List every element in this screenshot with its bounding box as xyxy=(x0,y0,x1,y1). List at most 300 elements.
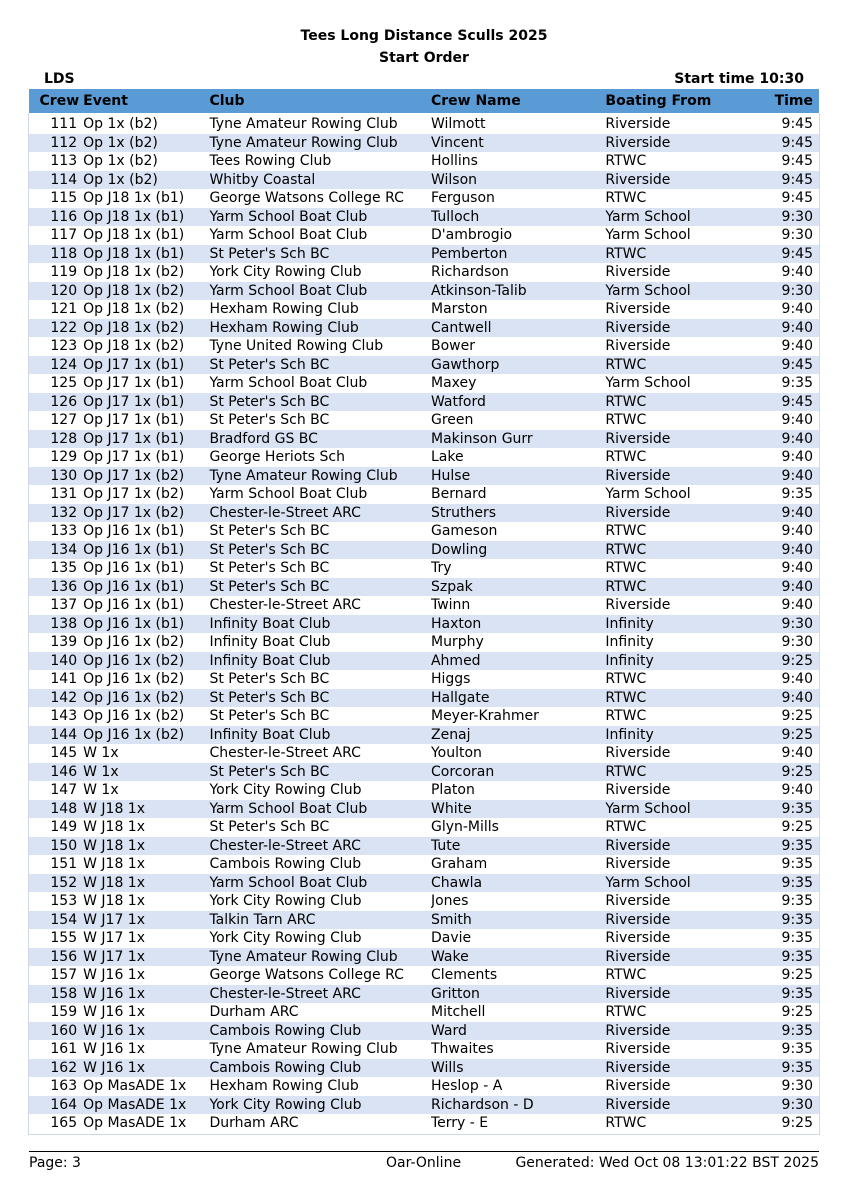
crew-number-cell: 148 xyxy=(29,800,83,819)
event-cell: W 1x xyxy=(83,781,209,800)
crew-name-cell: Try xyxy=(431,559,605,578)
time-cell: 9:35 xyxy=(746,1040,819,1059)
table-row xyxy=(29,578,819,597)
boating-from-cell: RTWC xyxy=(605,152,745,171)
table-row xyxy=(29,892,819,911)
boating-from-cell: Riverside xyxy=(605,1096,745,1115)
club-cell: York City Rowing Club xyxy=(209,781,431,800)
boating-from-cell: Riverside xyxy=(605,929,745,948)
table-row xyxy=(29,670,819,689)
table-row xyxy=(29,245,819,264)
boating-from-cell: Riverside xyxy=(605,892,745,911)
time-cell: 9:40 xyxy=(746,522,819,541)
club-cell: Durham ARC xyxy=(209,1114,431,1133)
time-cell: 9:35 xyxy=(746,374,819,393)
event-cell: W J18 1x xyxy=(83,855,209,874)
crew-number-cell: 152 xyxy=(29,874,83,893)
event-cell: W J16 1x xyxy=(83,1059,209,1078)
crew-name-cell: Tute xyxy=(431,837,605,856)
boating-from-cell: RTWC xyxy=(605,818,745,837)
table-row xyxy=(29,633,819,652)
crew-number-cell: 142 xyxy=(29,689,83,708)
table-row xyxy=(29,596,819,615)
crew-name-cell: Haxton xyxy=(431,615,605,634)
crew-name-cell: Lake xyxy=(431,448,605,467)
time-cell: 9:45 xyxy=(746,134,819,153)
club-cell: Chester-le-Street ARC xyxy=(209,596,431,615)
crew-name-cell: D'ambrogio xyxy=(431,226,605,245)
time-cell: 9:35 xyxy=(746,892,819,911)
crew-name-cell: Watford xyxy=(431,393,605,412)
club-cell: Infinity Boat Club xyxy=(209,615,431,634)
table-row xyxy=(29,855,819,874)
crew-name-cell: White xyxy=(431,800,605,819)
table-row xyxy=(29,337,819,356)
table-row xyxy=(29,929,819,948)
club-cell: St Peter's Sch BC xyxy=(209,393,431,412)
boating-from-cell: RTWC xyxy=(605,1003,745,1022)
boating-from-cell: Riverside xyxy=(605,171,745,190)
crew-name-cell: Youlton xyxy=(431,744,605,763)
club-cell: Durham ARC xyxy=(209,1003,431,1022)
crew-number-cell: 123 xyxy=(29,337,83,356)
event-cell: Op MasADE 1x xyxy=(83,1114,209,1133)
crew-number-cell: 111 xyxy=(29,115,83,134)
club-cell: St Peter's Sch BC xyxy=(209,245,431,264)
boating-from-cell: Riverside xyxy=(605,319,745,338)
boating-from-cell: RTWC xyxy=(605,245,745,264)
time-cell: 9:40 xyxy=(746,504,819,523)
crew-name-cell: Ferguson xyxy=(431,189,605,208)
time-cell: 9:40 xyxy=(746,411,819,430)
crew-name-cell: Bower xyxy=(431,337,605,356)
crew-number-cell: 147 xyxy=(29,781,83,800)
crew-name-cell: Hallgate xyxy=(431,689,605,708)
club-cell: Yarm School Boat Club xyxy=(209,374,431,393)
crew-name-cell: Gritton xyxy=(431,985,605,1004)
event-cell: Op J16 1x (b1) xyxy=(83,522,209,541)
crew-number-cell: 135 xyxy=(29,559,83,578)
crew-name-cell: Richardson - D xyxy=(431,1096,605,1115)
table-row xyxy=(29,615,819,634)
time-cell: 9:40 xyxy=(746,744,819,763)
club-cell: Bradford GS BC xyxy=(209,430,431,449)
time-cell: 9:30 xyxy=(746,633,819,652)
club-cell: Yarm School Boat Club xyxy=(209,800,431,819)
table-row xyxy=(29,874,819,893)
table-row xyxy=(29,559,819,578)
crew-number-cell: 115 xyxy=(29,189,83,208)
table-row xyxy=(29,430,819,449)
crew-name-cell: Thwaites xyxy=(431,1040,605,1059)
time-cell: 9:40 xyxy=(746,337,819,356)
crew-name-cell: Bernard xyxy=(431,485,605,504)
time-cell: 9:35 xyxy=(746,948,819,967)
event-cell: Op J17 1x (b1) xyxy=(83,448,209,467)
crew-number-cell: 118 xyxy=(29,245,83,264)
crew-number-cell: 156 xyxy=(29,948,83,967)
table-row xyxy=(29,208,819,227)
boating-from-cell: RTWC xyxy=(605,763,745,782)
event-cell: W J18 1x xyxy=(83,874,209,893)
event-cell: Op J16 1x (b2) xyxy=(83,670,209,689)
crew-name-cell: Wills xyxy=(431,1059,605,1078)
club-cell: Tyne United Rowing Club xyxy=(209,337,431,356)
club-cell: Yarm School Boat Club xyxy=(209,226,431,245)
club-cell: Cambois Rowing Club xyxy=(209,855,431,874)
event-cell: W J17 1x xyxy=(83,948,209,967)
boating-from-cell: Riverside xyxy=(605,467,745,486)
event-cell: Op 1x (b2) xyxy=(83,134,209,153)
crew-number-cell: 140 xyxy=(29,652,83,671)
club-cell: Yarm School Boat Club xyxy=(209,208,431,227)
boating-from-cell: Riverside xyxy=(605,781,745,800)
club-cell: St Peter's Sch BC xyxy=(209,578,431,597)
boating-from-cell: Infinity xyxy=(605,726,745,745)
time-cell: 9:40 xyxy=(746,430,819,449)
crew-number-cell: 161 xyxy=(29,1040,83,1059)
event-cell: W J17 1x xyxy=(83,929,209,948)
crew-number-cell: 125 xyxy=(29,374,83,393)
start-order-table xyxy=(29,89,819,1133)
boating-from-cell: Riverside xyxy=(605,744,745,763)
table-row xyxy=(29,800,819,819)
event-cell: Op J17 1x (b1) xyxy=(83,374,209,393)
time-cell: 9:30 xyxy=(746,226,819,245)
boating-from-cell: Riverside xyxy=(605,134,745,153)
time-cell: 9:35 xyxy=(746,485,819,504)
time-cell: 9:45 xyxy=(746,393,819,412)
time-cell: 9:25 xyxy=(746,818,819,837)
crew-name-cell: Cantwell xyxy=(431,319,605,338)
boating-from-cell: Yarm School xyxy=(605,282,745,301)
boating-from-cell: Riverside xyxy=(605,837,745,856)
event-cell: W J16 1x xyxy=(83,1040,209,1059)
crew-name-cell: Glyn-Mills xyxy=(431,818,605,837)
time-cell: 9:40 xyxy=(746,541,819,560)
crew-name-cell: Higgs xyxy=(431,670,605,689)
table-row xyxy=(29,541,819,560)
crew-number-cell: 112 xyxy=(29,134,83,153)
boating-from-cell: Riverside xyxy=(605,855,745,874)
event-cell: Op J16 1x (b1) xyxy=(83,615,209,634)
event-cell: Op J18 1x (b1) xyxy=(83,208,209,227)
crew-number-cell: 120 xyxy=(29,282,83,301)
crew-number-cell: 157 xyxy=(29,966,83,985)
crew-number-cell: 137 xyxy=(29,596,83,615)
boating-from-cell: Riverside xyxy=(605,430,745,449)
crew-name-cell: Terry - E xyxy=(431,1114,605,1133)
boating-from-cell: RTWC xyxy=(605,689,745,708)
crew-name-cell: Murphy xyxy=(431,633,605,652)
table-row xyxy=(29,781,819,800)
boating-from-cell: RTWC xyxy=(605,966,745,985)
club-cell: St Peter's Sch BC xyxy=(209,541,431,560)
club-cell: Talkin Tarn ARC xyxy=(209,911,431,930)
crew-number-cell: 116 xyxy=(29,208,83,227)
boating-from-cell: RTWC xyxy=(605,559,745,578)
event-cell: Op J16 1x (b1) xyxy=(83,596,209,615)
crew-name-cell: Green xyxy=(431,411,605,430)
crew-number-cell: 165 xyxy=(29,1114,83,1133)
event-cell: Op J18 1x (b1) xyxy=(83,226,209,245)
boating-from-cell: Riverside xyxy=(605,337,745,356)
club-cell: Chester-le-Street ARC xyxy=(209,985,431,1004)
boating-from-cell: RTWC xyxy=(605,670,745,689)
event-cell: Op J18 1x (b2) xyxy=(83,319,209,338)
column-header-crew-name: Crew Name xyxy=(431,89,605,113)
event-cell: W J16 1x xyxy=(83,1022,209,1041)
crew-number-cell: 163 xyxy=(29,1077,83,1096)
table-row xyxy=(29,911,819,930)
time-cell: 9:30 xyxy=(746,615,819,634)
event-cell: W J18 1x xyxy=(83,892,209,911)
time-cell: 9:35 xyxy=(746,929,819,948)
club-cell: St Peter's Sch BC xyxy=(209,707,431,726)
boating-from-cell: Riverside xyxy=(605,1022,745,1041)
table-row xyxy=(29,263,819,282)
crew-number-cell: 130 xyxy=(29,467,83,486)
time-cell: 9:40 xyxy=(746,319,819,338)
crew-number-cell: 113 xyxy=(29,152,83,171)
crew-name-cell: Wake xyxy=(431,948,605,967)
time-cell: 9:45 xyxy=(746,356,819,375)
crew-number-cell: 151 xyxy=(29,855,83,874)
club-cell: York City Rowing Club xyxy=(209,263,431,282)
generated-timestamp: Generated: Wed Oct 08 13:01:22 BST 2025 xyxy=(515,1155,819,1171)
crew-name-cell: Maxey xyxy=(431,374,605,393)
club-cell: George Heriots Sch xyxy=(209,448,431,467)
event-cell: W 1x xyxy=(83,763,209,782)
crew-number-cell: 138 xyxy=(29,615,83,634)
time-cell: 9:40 xyxy=(746,448,819,467)
table-row xyxy=(29,985,819,1004)
time-cell: 9:30 xyxy=(746,282,819,301)
club-cell: Whitby Coastal xyxy=(209,171,431,190)
crew-name-cell: Corcoran xyxy=(431,763,605,782)
club-cell: Yarm School Boat Club xyxy=(209,874,431,893)
table-row xyxy=(29,707,819,726)
time-cell: 9:45 xyxy=(746,115,819,134)
time-cell: 9:40 xyxy=(746,689,819,708)
crew-name-cell: Zenaj xyxy=(431,726,605,745)
boating-from-cell: Yarm School xyxy=(605,208,745,227)
club-cell: Infinity Boat Club xyxy=(209,652,431,671)
crew-number-cell: 128 xyxy=(29,430,83,449)
time-cell: 9:40 xyxy=(746,300,819,319)
event-cell: W J18 1x xyxy=(83,818,209,837)
crew-number-cell: 153 xyxy=(29,892,83,911)
event-cell: Op MasADE 1x xyxy=(83,1077,209,1096)
table-row xyxy=(29,1077,819,1096)
table-row xyxy=(29,1059,819,1078)
club-cell: St Peter's Sch BC xyxy=(209,411,431,430)
crew-name-cell: Gawthorp xyxy=(431,356,605,375)
crew-name-cell: Graham xyxy=(431,855,605,874)
start-time-label: Start time 10:30 xyxy=(674,71,804,87)
event-cell: W J18 1x xyxy=(83,800,209,819)
table-row xyxy=(29,282,819,301)
table-row xyxy=(29,504,819,523)
event-cell: Op 1x (b2) xyxy=(83,115,209,134)
club-cell: Yarm School Boat Club xyxy=(209,282,431,301)
table-header-row xyxy=(29,89,819,113)
table-body xyxy=(29,115,819,1133)
time-cell: 9:30 xyxy=(746,1077,819,1096)
crew-name-cell: Wilmott xyxy=(431,115,605,134)
table-row xyxy=(29,1114,819,1133)
boating-from-cell: RTWC xyxy=(605,522,745,541)
time-cell: 9:35 xyxy=(746,1059,819,1078)
crew-name-cell: Szpak xyxy=(431,578,605,597)
event-cell: Op MasADE 1x xyxy=(83,1096,209,1115)
table-row xyxy=(29,115,819,134)
club-cell: St Peter's Sch BC xyxy=(209,689,431,708)
boating-from-cell: RTWC xyxy=(605,1114,745,1133)
crew-number-cell: 132 xyxy=(29,504,83,523)
event-cell: Op J18 1x (b2) xyxy=(83,263,209,282)
page-number: Page: 3 xyxy=(29,1155,81,1171)
table-row xyxy=(29,726,819,745)
boating-from-cell: Infinity xyxy=(605,633,745,652)
event-cell: W J18 1x xyxy=(83,837,209,856)
event-cell: Op J18 1x (b1) xyxy=(83,245,209,264)
boating-from-cell: Infinity xyxy=(605,652,745,671)
time-cell: 9:40 xyxy=(746,559,819,578)
club-cell: Yarm School Boat Club xyxy=(209,485,431,504)
crew-number-cell: 124 xyxy=(29,356,83,375)
time-cell: 9:35 xyxy=(746,985,819,1004)
event-cell: Op J16 1x (b2) xyxy=(83,652,209,671)
event-cell: Op J18 1x (b2) xyxy=(83,337,209,356)
boating-from-cell: Riverside xyxy=(605,504,745,523)
crew-name-cell: Hollins xyxy=(431,152,605,171)
crew-name-cell: Struthers xyxy=(431,504,605,523)
table-row xyxy=(29,411,819,430)
time-cell: 9:45 xyxy=(746,152,819,171)
event-cell: Op J17 1x (b2) xyxy=(83,467,209,486)
boating-from-cell: RTWC xyxy=(605,541,745,560)
crew-name-cell: Heslop - A xyxy=(431,1077,605,1096)
crew-number-cell: 122 xyxy=(29,319,83,338)
crew-name-cell: Smith xyxy=(431,911,605,930)
event-cell: Op J17 1x (b2) xyxy=(83,504,209,523)
crew-name-cell: Makinson Gurr xyxy=(431,430,605,449)
club-cell: York City Rowing Club xyxy=(209,892,431,911)
table-row xyxy=(29,134,819,153)
boating-from-cell: RTWC xyxy=(605,189,745,208)
boating-from-cell: RTWC xyxy=(605,578,745,597)
time-cell: 9:30 xyxy=(746,1096,819,1115)
event-cell: W J16 1x xyxy=(83,1003,209,1022)
table-row xyxy=(29,1040,819,1059)
boating-from-cell: Yarm School xyxy=(605,374,745,393)
time-cell: 9:30 xyxy=(746,208,819,227)
club-cell: Hexham Rowing Club xyxy=(209,1077,431,1096)
boating-from-cell: RTWC xyxy=(605,393,745,412)
club-cell: Tyne Amateur Rowing Club xyxy=(209,115,431,134)
crew-name-cell: Wilson xyxy=(431,171,605,190)
column-header-boating-from: Boating From xyxy=(605,89,745,113)
event-cell: Op J16 1x (b1) xyxy=(83,541,209,560)
time-cell: 9:35 xyxy=(746,1022,819,1041)
crew-name-cell: Pemberton xyxy=(431,245,605,264)
boating-from-cell: Yarm School xyxy=(605,226,745,245)
crew-number-cell: 150 xyxy=(29,837,83,856)
event-cell: Op J17 1x (b1) xyxy=(83,393,209,412)
event-cell: Op 1x (b2) xyxy=(83,152,209,171)
table-row xyxy=(29,1022,819,1041)
boating-from-cell: Infinity xyxy=(605,615,745,634)
event-cell: W J17 1x xyxy=(83,911,209,930)
table-row xyxy=(29,948,819,967)
club-cell: St Peter's Sch BC xyxy=(209,818,431,837)
club-cell: Chester-le-Street ARC xyxy=(209,837,431,856)
event-cell: Op J16 1x (b2) xyxy=(83,633,209,652)
crew-number-cell: 121 xyxy=(29,300,83,319)
club-cell: Hexham Rowing Club xyxy=(209,319,431,338)
club-cell: St Peter's Sch BC xyxy=(209,559,431,578)
crew-number-cell: 145 xyxy=(29,744,83,763)
event-cell: Op J18 1x (b2) xyxy=(83,282,209,301)
time-cell: 9:25 xyxy=(746,1114,819,1133)
crew-number-cell: 144 xyxy=(29,726,83,745)
club-cell: St Peter's Sch BC xyxy=(209,763,431,782)
table-row xyxy=(29,393,819,412)
table-row xyxy=(29,818,819,837)
event-cell: W J16 1x xyxy=(83,985,209,1004)
crew-number-cell: 143 xyxy=(29,707,83,726)
boating-from-cell: Riverside xyxy=(605,596,745,615)
table-row xyxy=(29,374,819,393)
table-row xyxy=(29,966,819,985)
table-row xyxy=(29,1096,819,1115)
table-row xyxy=(29,485,819,504)
club-cell: St Peter's Sch BC xyxy=(209,670,431,689)
event-cell: Op J17 1x (b1) xyxy=(83,356,209,375)
club-cell: George Watsons College RC xyxy=(209,966,431,985)
club-cell: Tyne Amateur Rowing Club xyxy=(209,467,431,486)
table-row xyxy=(29,837,819,856)
time-cell: 9:25 xyxy=(746,652,819,671)
crew-name-cell: Gameson xyxy=(431,522,605,541)
event-cell: Op J17 1x (b2) xyxy=(83,485,209,504)
event-cell: Op J16 1x (b2) xyxy=(83,689,209,708)
boating-from-cell: Riverside xyxy=(605,948,745,967)
table-row xyxy=(29,744,819,763)
crew-name-cell: Davie xyxy=(431,929,605,948)
crew-name-cell: Dowling xyxy=(431,541,605,560)
time-cell: 9:25 xyxy=(746,707,819,726)
crew-number-cell: 117 xyxy=(29,226,83,245)
table-row xyxy=(29,189,819,208)
time-cell: 9:25 xyxy=(746,763,819,782)
club-cell: Chester-le-Street ARC xyxy=(209,504,431,523)
time-cell: 9:25 xyxy=(746,966,819,985)
crew-number-cell: 119 xyxy=(29,263,83,282)
footer-source: Oar-Online xyxy=(386,1155,462,1171)
boating-from-cell: Riverside xyxy=(605,985,745,1004)
event-cell: Op J17 1x (b1) xyxy=(83,411,209,430)
crew-number-cell: 154 xyxy=(29,911,83,930)
event-cell: W J16 1x xyxy=(83,966,209,985)
crew-name-cell: Clements xyxy=(431,966,605,985)
boating-from-cell: Riverside xyxy=(605,1059,745,1078)
crew-name-cell: Marston xyxy=(431,300,605,319)
crew-number-cell: 164 xyxy=(29,1096,83,1115)
time-cell: 9:40 xyxy=(746,263,819,282)
crew-name-cell: Tulloch xyxy=(431,208,605,227)
